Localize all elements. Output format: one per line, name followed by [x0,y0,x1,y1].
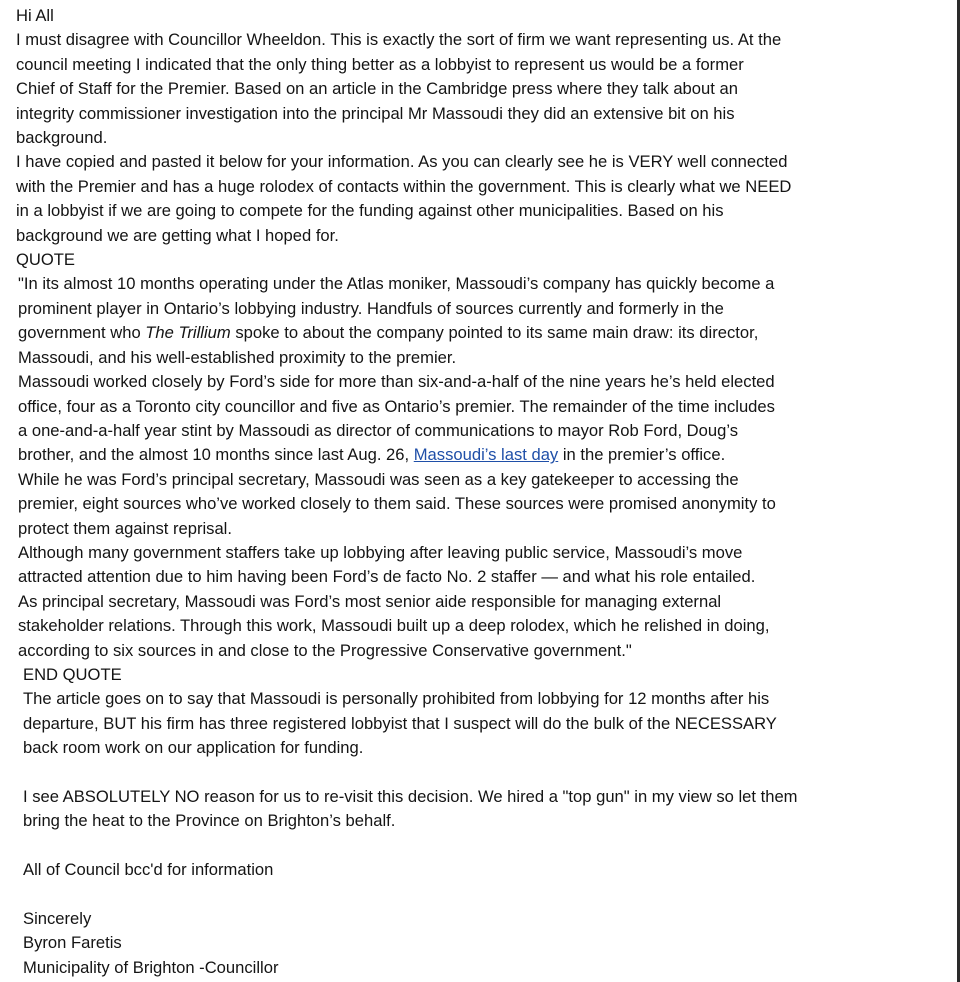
intro-line: integrity commissioner investigation into the principal Mr Massoudi they did an extensive bit on his [16,103,735,123]
article-line: back room work on our application for funding. [23,738,364,758]
blank-line [16,834,954,858]
intro-line: in a lobbyist if we are going to compete for the funding against other municipalities. Based on his [16,201,724,221]
signoff: Sincerely [23,908,92,928]
intro-line: with the Premier and has a huge rolodex of contacts within the government. This is clearly what we NEED [16,176,792,196]
quote-line: Although many government staffers take up lobbying after leaving public service, Massoudi’s move [18,542,743,562]
intro-line: council meeting I indicated that the only thing better as a lobbyist to represent us would be a former [16,54,744,74]
intro-line: background we are getting what I hoped for. [16,225,339,245]
intro-line: Chief of Staff for the Premier. Based on an article in the Cambridge press where they talk about an [16,79,738,99]
quote-line: stakeholder relations. Through this work, Massoudi built up a deep rolodex, which he relished in doing, [18,616,770,636]
signer-title: Municipality of Brighton -Councillor [23,957,279,977]
quote-line: Massoudi worked closely by Ford’s side for more than six-and-a-half of the nine years he’s held elected [18,372,775,392]
publication-name: The Trillium [145,323,231,343]
quote-line: protect them against reprisal. [18,518,232,538]
bcc-note: All of Council bcc'd for information [23,860,274,880]
intro-line: I have copied and pasted it below for your information. As you can clearly see he is VERY well connected [16,152,788,172]
quote-open-marker: QUOTE [16,250,76,270]
quote-line: "In its almost 10 months operating under the Atlas moniker, Massoudi’s company has quickly become a [18,274,775,294]
signer-name: Byron Faretis [23,933,122,953]
quote-line: according to six sources in and close to the Progressive Conservative government." [18,640,632,660]
quote-text: in the premier’s office. [558,445,726,465]
quote-line: While he was Ford’s principal secretary, Massoudi was seen as a key gatekeeper to accessing the [18,469,739,489]
greeting: Hi All [16,6,54,25]
quote-line: premier, eight sources who’ve worked closely to them said. These sources were promised anonymity to [18,494,776,514]
quote-line: As principal secretary, Massoudi was Ford’s most senior aide responsible for managing external [18,591,722,611]
quote-close-marker: END QUOTE [23,664,122,684]
intro-line: background. [16,128,108,148]
intro-line: I must disagree with Councillor Wheeldon. This is exactly the sort of firm we want representing us. At the [16,30,782,50]
conclusion-line: bring the heat to the Province on Brighton’s behalf. [23,811,396,831]
quote-text: government who [18,323,146,343]
quote-line: prominent player in Ontario’s lobbying industry. Handfuls of sources currently and formerly in the [18,298,724,318]
blank-line [16,761,954,785]
article-line: The article goes on to say that Massoudi is personally prohibited from lobbying for 12 months after his [23,689,770,709]
quote-line: office, four as a Toronto city councillor and five as Ontario’s premier. The remainder of the time includes [18,396,775,416]
quote-line: attracted attention due to him having been Ford’s de facto No. 2 staffer — and what his role entailed. [18,567,756,587]
quote-text: spoke to about the company pointed to its same main draw: its director, [230,323,759,343]
email-body [16,4,954,980]
massoudi-last-day-link[interactable]: Massoudi’s last day [413,445,559,465]
article-line: departure, BUT his firm has three registered lobbyist that I suspect will do the bulk of the NECESSARY [23,713,777,733]
quote-line: a one-and-a-half year stint by Massoudi as director of communications to mayor Rob Ford, Doug’s [18,420,739,440]
blank-line [16,883,954,907]
quote-line [16,443,954,467]
conclusion-line: I see ABSOLUTELY NO reason for us to re-visit this decision. We hired a "top gun" in my view so let them [23,786,798,806]
quote-line [16,321,954,345]
quote-text: brother, and the almost 10 months since last Aug. 26, [18,445,414,465]
quote-line: Massoudi, and his well-established proximity to the premier. [18,347,457,367]
